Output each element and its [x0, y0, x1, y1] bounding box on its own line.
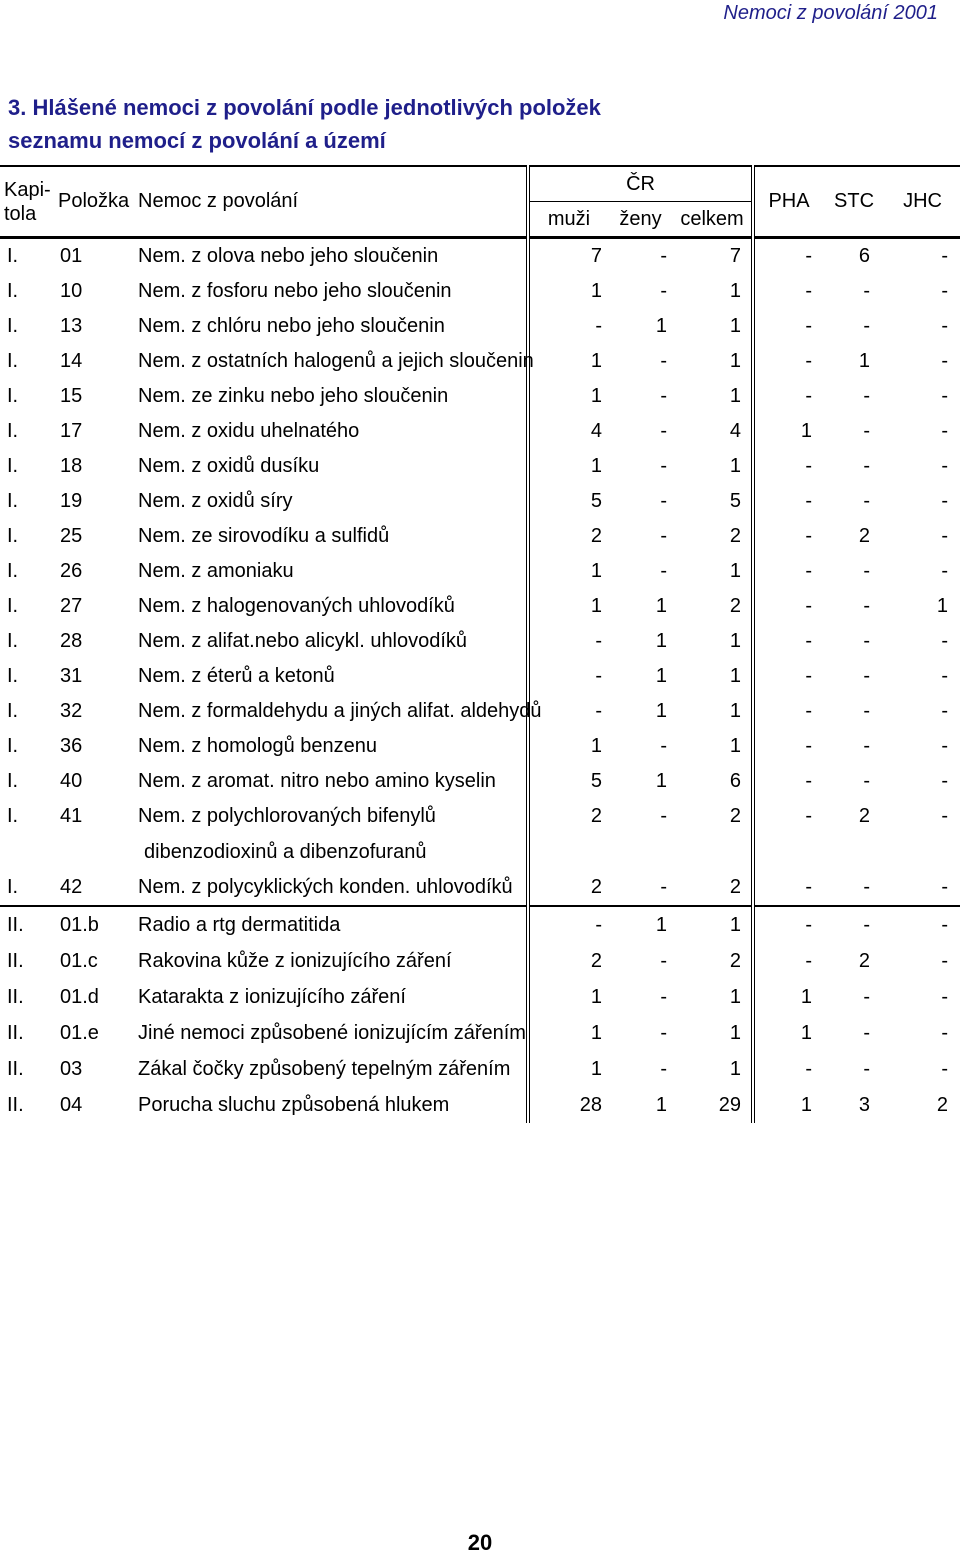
row-muzi: 1: [528, 589, 608, 624]
row-stc: 2: [858, 949, 871, 972]
row-celkem: 1: [673, 906, 753, 943]
row-kapitola: II.: [7, 985, 24, 1008]
row-jhc: -: [941, 315, 949, 337]
row-jhc: -: [941, 245, 949, 267]
row-pha: -: [805, 949, 813, 972]
row-polozka: 03: [60, 1057, 83, 1080]
row-stc: -: [823, 906, 885, 943]
row-nemoc: Radio a rtg dermatitida: [132, 906, 528, 943]
row-kapitola: I.: [7, 420, 19, 442]
row-jhc: -: [941, 350, 949, 372]
row-jhc: -: [941, 1021, 949, 1044]
row-kapitola: I.: [7, 350, 19, 372]
row-nemoc: Porucha sluchu způsobená hlukem: [138, 1093, 450, 1116]
row-zeny: -: [660, 805, 667, 827]
row-zeny: -: [660, 1021, 667, 1044]
row-muzi: 7: [528, 238, 608, 275]
row-pha: -: [805, 1057, 813, 1080]
row-muzi: 28: [528, 1087, 608, 1123]
row-jhc: -: [941, 876, 949, 898]
row-stc: -: [863, 385, 871, 407]
row-nemoc: Nem. z éterů a ketonů: [138, 665, 335, 687]
row-pha: 1: [800, 1093, 813, 1116]
header-kapitola-line1: Kapi-: [4, 178, 51, 201]
row-stc: -: [863, 630, 871, 652]
table-row: [0, 344, 960, 379]
row-polozka: 15: [60, 385, 83, 407]
row-pha: 1: [800, 985, 813, 1008]
row-muzi: 1: [528, 554, 608, 589]
row-zeny: 1: [655, 315, 667, 337]
table-row: [0, 379, 960, 414]
header-kapitola: [0, 166, 52, 238]
row-pha: 1: [800, 420, 813, 442]
row-jhc: -: [941, 805, 949, 827]
row-nemoc: Nem. z alifat.nebo alicykl. uhlovodíků: [138, 630, 468, 652]
table-row: [0, 309, 960, 344]
row-polozka: 42: [60, 876, 83, 898]
row-muzi: 1: [528, 1015, 608, 1051]
running-header: Nemoci z povolání 2001: [723, 2, 938, 24]
row-stc: -: [863, 665, 871, 687]
row-nemoc: Nem. z olova nebo jeho sloučenin: [138, 245, 439, 267]
row-kapitola: I.: [7, 735, 19, 757]
row-kapitola: I.: [7, 455, 19, 477]
row-pha: -: [805, 455, 813, 477]
table-row: [0, 979, 960, 1015]
row-celkem: 1: [673, 694, 753, 729]
row-nemoc: Nem. ze zinku nebo jeho sloučenin: [138, 385, 449, 407]
row-nemoc: Nem. z aromat. nitro nebo amino kyselin: [138, 770, 496, 792]
row-zeny: -: [660, 985, 667, 1008]
row-jhc: -: [941, 385, 949, 407]
row-celkem: 7: [673, 238, 753, 275]
row-nemoc: Nem. z ostatních halogenů a jejich sloučenin: [138, 350, 534, 372]
row-pha: -: [805, 560, 813, 582]
row-kapitola: I.: [7, 805, 19, 827]
row-celkem: 2: [673, 943, 753, 979]
row-stc: -: [863, 490, 871, 512]
row-celkem: 2: [673, 589, 753, 624]
row-pha: -: [805, 735, 813, 757]
row-celkem: 1: [673, 729, 753, 764]
row-jhc: -: [941, 949, 949, 972]
row-pha: -: [805, 630, 813, 652]
row-zeny: 1: [655, 700, 667, 722]
row-muzi: 1: [528, 1051, 608, 1087]
header-celkem: celkem: [673, 202, 753, 238]
row-zeny: -: [660, 280, 667, 302]
row-polozka: 27: [60, 595, 83, 617]
row-zeny: -: [660, 490, 667, 512]
row-stc: -: [863, 700, 871, 722]
row-pha: -: [805, 315, 813, 337]
row-celkem: 4: [673, 414, 753, 449]
row-pha: -: [805, 665, 813, 687]
row-kapitola: I.: [7, 315, 19, 337]
row-kapitola: I.: [7, 525, 19, 547]
row-stc: -: [863, 876, 871, 898]
table-row: [0, 449, 960, 484]
row-pha: -: [805, 525, 813, 547]
row-muzi: 1: [528, 979, 608, 1015]
table-row: [0, 484, 960, 519]
row-zeny: -: [660, 560, 667, 582]
row-nemoc: Nem. z formaldehydu a jiných alifat. aldehydů: [138, 700, 542, 722]
page-title: [8, 91, 908, 157]
row-jhc: -: [941, 1057, 949, 1080]
header-polozka: Položka: [52, 166, 132, 238]
row-polozka: 01.e: [60, 1021, 99, 1044]
row-kapitola: II.: [7, 1021, 24, 1044]
table-row: [0, 870, 960, 906]
row-muzi: 1: [528, 729, 608, 764]
row-celkem: [673, 834, 753, 870]
row-celkem: 6: [673, 764, 753, 799]
row-stc: -: [863, 315, 871, 337]
row-jhc: -: [941, 770, 949, 792]
row-kapitola: I.: [7, 665, 19, 687]
table-row: [0, 906, 960, 943]
row-nemoc: dibenzodioxinů a dibenzofuranů: [144, 840, 427, 863]
row-nemoc: Nem. z fosforu nebo jeho sloučenin: [138, 280, 452, 302]
row-jhc: -: [941, 700, 949, 722]
row-kapitola: II.: [7, 949, 24, 972]
row-muzi: 1: [528, 274, 608, 309]
row-jhc: -: [941, 280, 949, 302]
header-nemoc: Nemoc z povolání: [132, 166, 528, 238]
table-body: [0, 238, 960, 1124]
table-row: [0, 694, 960, 729]
header-zeny: ženy: [608, 202, 673, 238]
row-muzi: 2: [528, 519, 608, 554]
row-muzi: -: [528, 624, 608, 659]
row-muzi: 1: [528, 379, 608, 414]
page-number: 20: [467, 1530, 493, 1555]
row-polozka: 32: [60, 700, 83, 722]
row-zeny: 1: [655, 1093, 667, 1116]
row-polozka: 25: [60, 525, 83, 547]
row-kapitola: II.: [0, 906, 52, 943]
header-jhc: JHC: [885, 166, 960, 238]
row-stc: [823, 834, 885, 870]
row-polozka: 18: [60, 455, 83, 477]
row-polozka: 01: [60, 245, 83, 267]
row-polozka: 19: [60, 490, 83, 512]
row-stc: -: [863, 1057, 871, 1080]
row-jhc: 2: [936, 1093, 949, 1116]
row-muzi: [528, 834, 608, 870]
row-stc: -: [863, 1021, 871, 1044]
row-pha: -: [805, 385, 813, 407]
header-kapitola-line2: tola: [4, 202, 37, 225]
row-kapitola: I.: [7, 560, 19, 582]
row-nemoc: Nem. z amoniaku: [138, 560, 294, 582]
row-pha: [753, 834, 823, 870]
row-muzi: 1: [528, 344, 608, 379]
row-pha: -: [805, 245, 813, 267]
row-stc: -: [863, 560, 871, 582]
row-muzi: -: [528, 694, 608, 729]
row-polozka: 13: [60, 315, 83, 337]
row-zeny: -: [660, 1057, 667, 1080]
row-nemoc: Nem. z oxidů dusíku: [138, 455, 320, 477]
row-stc: 6: [858, 245, 871, 267]
header-pha: PHA: [753, 166, 823, 238]
row-stc: -: [863, 985, 871, 1008]
row-polozka: 01.c: [60, 949, 98, 972]
header-muzi: muži: [528, 202, 608, 238]
row-kapitola: [0, 834, 52, 870]
row-polozka: 28: [60, 630, 83, 652]
row-jhc: -: [941, 985, 949, 1008]
row-stc: 2: [858, 805, 871, 827]
row-polozka: 40: [60, 770, 83, 792]
row-celkem: 1: [673, 449, 753, 484]
row-muzi: 5: [528, 764, 608, 799]
row-kapitola: I.: [7, 876, 19, 898]
row-kapitola: I.: [7, 385, 19, 407]
row-nemoc: Nem. z polychlorovaných bifenylů: [138, 805, 436, 827]
table-header: [0, 166, 960, 238]
row-muzi: -: [528, 659, 608, 694]
row-zeny: 1: [655, 630, 667, 652]
row-muzi: 2: [528, 799, 608, 834]
row-zeny: -: [660, 949, 667, 972]
row-muzi: 2: [528, 870, 608, 906]
row-pha: -: [805, 595, 813, 617]
row-zeny: -: [660, 350, 667, 372]
row-zeny: -: [660, 455, 667, 477]
row-celkem: 1: [673, 309, 753, 344]
table-row: [0, 1015, 960, 1051]
table-row: [0, 659, 960, 694]
row-muzi: -: [528, 309, 608, 344]
row-polozka: 26: [60, 560, 83, 582]
row-zeny: 1: [608, 906, 673, 943]
row-jhc: -: [885, 906, 960, 943]
row-zeny: [608, 834, 673, 870]
row-kapitola: I.: [7, 595, 19, 617]
row-jhc: -: [941, 490, 949, 512]
row-celkem: 1: [673, 659, 753, 694]
table-row: [0, 1051, 960, 1087]
row-kapitola: I.: [7, 490, 19, 512]
row-celkem: 1: [673, 1015, 753, 1051]
row-nemoc: Rakovina kůže z ionizujícího záření: [138, 949, 452, 972]
row-stc: 1: [858, 350, 871, 372]
row-pha: -: [805, 805, 813, 827]
row-pha: -: [805, 700, 813, 722]
table-row: [0, 799, 960, 834]
row-nemoc: Nem. z oxidů síry: [138, 490, 293, 512]
header-stc: STC: [823, 166, 885, 238]
row-polozka: 01.d: [60, 985, 99, 1008]
row-zeny: -: [660, 735, 667, 757]
row-kapitola: I.: [7, 280, 19, 302]
table-row: [0, 834, 960, 870]
row-pha: -: [805, 350, 813, 372]
title-line-1: 3. Hlášené nemoci z povolání podle jednotlivých položek: [8, 95, 601, 120]
row-polozka: 10: [60, 280, 83, 302]
row-celkem: 1: [673, 379, 753, 414]
row-polozka: 36: [60, 735, 83, 757]
row-celkem: 29: [673, 1087, 753, 1123]
row-kapitola: II.: [7, 1057, 24, 1080]
row-stc: -: [863, 420, 871, 442]
row-celkem: 2: [673, 799, 753, 834]
row-zeny: -: [660, 876, 667, 898]
table-row: [0, 554, 960, 589]
row-stc: -: [863, 735, 871, 757]
row-zeny: -: [660, 420, 667, 442]
table-row: [0, 589, 960, 624]
row-muzi: 5: [528, 484, 608, 519]
row-zeny: 1: [655, 665, 667, 687]
row-kapitola: I.: [7, 630, 19, 652]
row-polozka: [52, 834, 132, 870]
row-muzi: 1: [528, 449, 608, 484]
row-muzi: -: [528, 906, 608, 943]
row-pha: -: [805, 490, 813, 512]
row-pha: 1: [800, 1021, 813, 1044]
row-jhc: -: [941, 665, 949, 687]
row-jhc: -: [941, 525, 949, 547]
row-zeny: -: [660, 245, 667, 267]
header-cr: ČR: [528, 166, 753, 202]
row-nemoc: Katarakta z ionizujícího záření: [138, 985, 406, 1008]
row-celkem: 1: [673, 274, 753, 309]
row-celkem: 1: [673, 1051, 753, 1087]
row-polozka: 17: [60, 420, 83, 442]
title-line-2: seznamu nemocí z povolání a území: [8, 128, 386, 153]
row-celkem: 1: [673, 979, 753, 1015]
row-zeny: 1: [655, 770, 667, 792]
row-celkem: 2: [673, 870, 753, 906]
row-stc: 2: [858, 525, 871, 547]
row-jhc: [885, 834, 960, 870]
row-stc: -: [863, 455, 871, 477]
row-polozka: 01.b: [52, 906, 132, 943]
table-row: [0, 764, 960, 799]
row-celkem: 1: [673, 344, 753, 379]
row-nemoc: Jiné nemoci způsobené ionizujícím zářením: [138, 1021, 526, 1044]
row-jhc: -: [941, 735, 949, 757]
row-nemoc: Nem. z oxidu uhelnatého: [138, 420, 360, 442]
table-row: [0, 414, 960, 449]
row-jhc: 1: [936, 595, 949, 617]
row-stc: 3: [858, 1093, 871, 1116]
row-nemoc: Nem. z chlóru nebo jeho sloučenin: [138, 315, 445, 337]
row-zeny: 1: [655, 595, 667, 617]
row-pha: -: [805, 770, 813, 792]
row-nemoc: Nem. ze sirovodíku a sulfidů: [138, 525, 390, 547]
row-pha: -: [805, 280, 813, 302]
table-row: [0, 624, 960, 659]
table-row: [0, 274, 960, 309]
row-polozka: 41: [60, 805, 83, 827]
row-nemoc: Zákal čočky způsobený tepelným zářením: [138, 1057, 511, 1080]
row-kapitola: II.: [7, 1093, 24, 1116]
row-jhc: -: [941, 455, 949, 477]
row-kapitola: I.: [7, 770, 19, 792]
table-row: [0, 729, 960, 764]
row-pha: -: [753, 906, 823, 943]
row-stc: -: [863, 595, 871, 617]
row-kapitola: I.: [7, 245, 19, 267]
row-nemoc: Nem. z halogenovaných uhlovodíků: [138, 595, 455, 617]
row-celkem: 5: [673, 484, 753, 519]
row-muzi: 2: [528, 943, 608, 979]
row-stc: -: [863, 770, 871, 792]
diseases-table: [0, 165, 960, 1123]
row-polozka: 14: [60, 350, 83, 372]
row-celkem: 1: [673, 554, 753, 589]
table-row: [0, 1087, 960, 1123]
table-row: [0, 519, 960, 554]
table-row: [0, 943, 960, 979]
row-zeny: -: [660, 385, 667, 407]
row-jhc: -: [941, 420, 949, 442]
row-muzi: 4: [528, 414, 608, 449]
row-polozka: 31: [60, 665, 83, 687]
row-kapitola: I.: [7, 700, 19, 722]
row-celkem: 2: [673, 519, 753, 554]
row-stc: -: [863, 280, 871, 302]
row-jhc: -: [941, 630, 949, 652]
row-celkem: 1: [673, 624, 753, 659]
table-row: [0, 238, 960, 275]
row-zeny: -: [660, 525, 667, 547]
row-polozka: 04: [60, 1093, 83, 1116]
row-jhc: -: [941, 560, 949, 582]
row-nemoc: Nem. z homologů benzenu: [138, 735, 378, 757]
row-nemoc: Nem. z polycyklických konden. uhlovodíků: [138, 876, 513, 898]
row-pha: -: [805, 876, 813, 898]
